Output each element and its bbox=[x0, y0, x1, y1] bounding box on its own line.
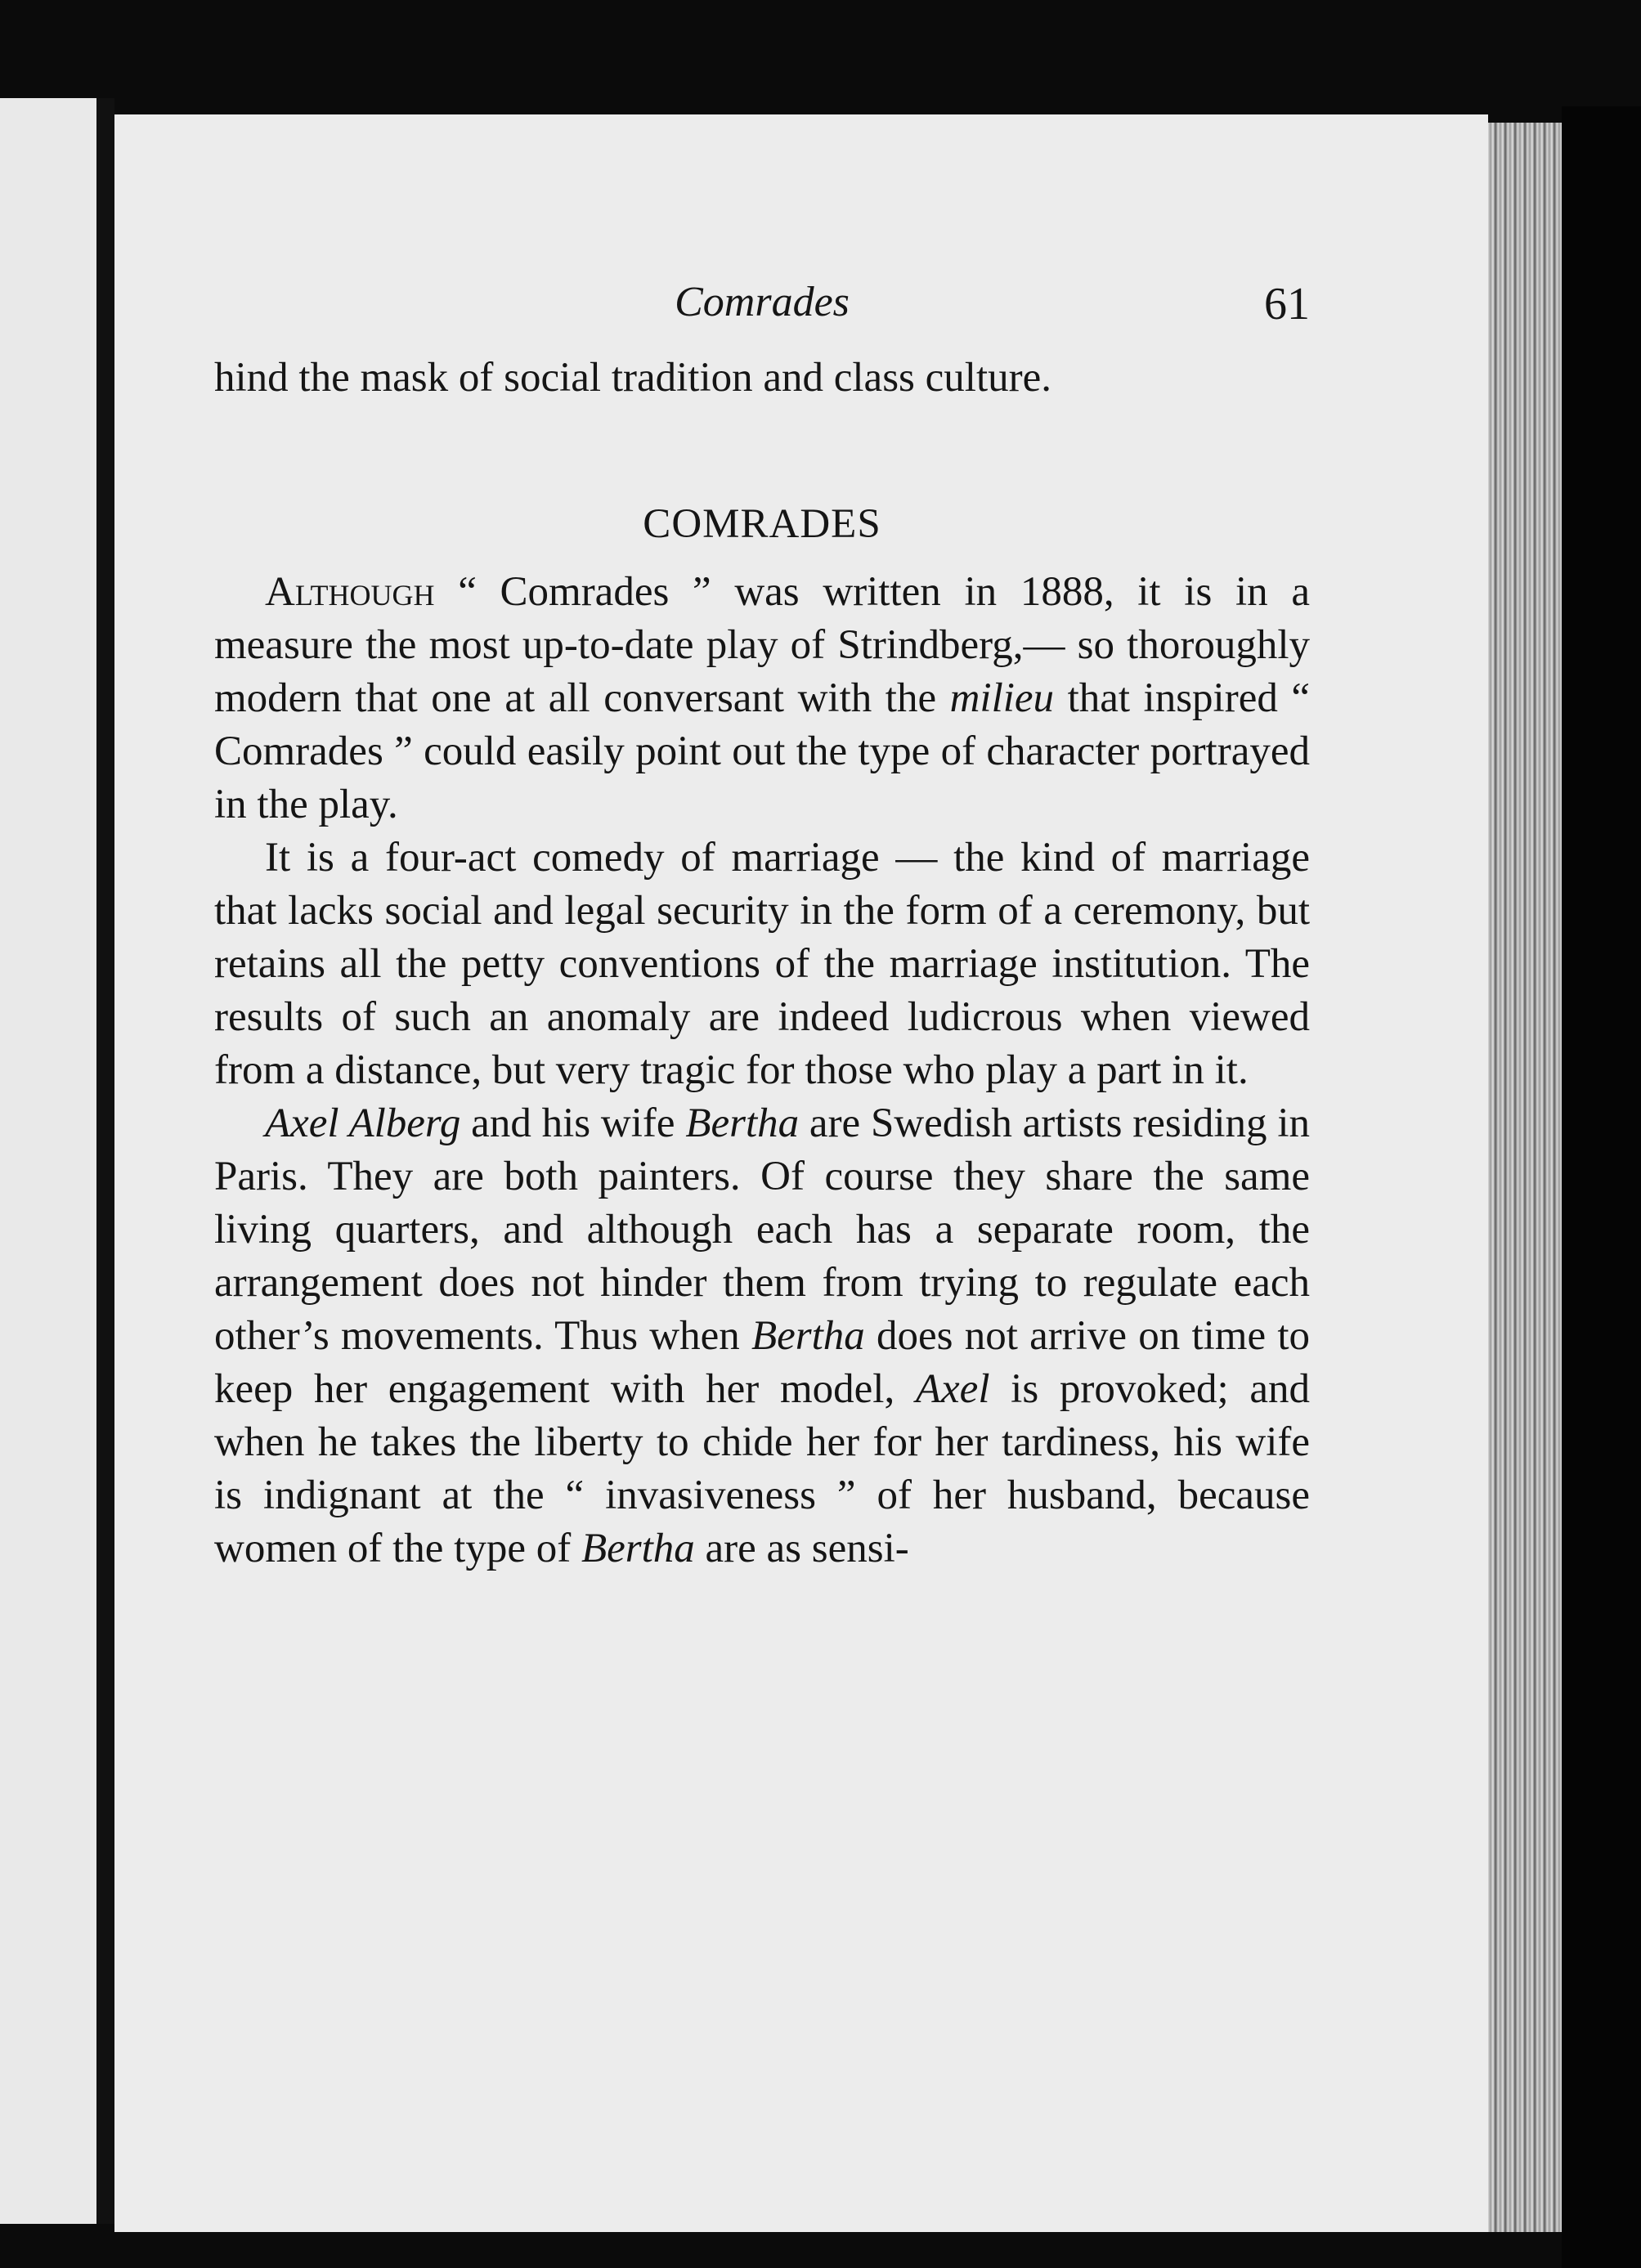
paragraph-3-text: are as sensi- bbox=[694, 1526, 909, 1571]
paragraph-3-name-axel: Axel bbox=[915, 1366, 990, 1412]
paragraph-1-text-a: “ Comrades ” was written in 1888, it is in a measure the most up-to-date play of Strindberg,— so thoroughly modern that one at all conversant with the bbox=[214, 569, 1310, 721]
paragraph-1-text-b: that inspired “ Comrades ” could easily point out the type of character portrayed in the play. bbox=[214, 675, 1310, 827]
facing-page-edge bbox=[0, 98, 96, 2224]
paragraph-3-text: does not arrive on time to keep her engagement with her model, bbox=[214, 1313, 1310, 1412]
paragraph-1-lead: Although bbox=[265, 569, 435, 615]
paragraph-3-name-axel-alberg: Axel Alberg bbox=[265, 1100, 461, 1146]
paragraph-1-italic: milieu bbox=[949, 675, 1055, 721]
scan-background bbox=[1562, 106, 1641, 2268]
running-head bbox=[214, 278, 1310, 352]
paragraph-3-text: is provoked; and when he takes the liberty to chide her for her tardiness, his wife is indignant at the “ invasiveness ” of her husband, because women of the type of bbox=[214, 1366, 1310, 1571]
running-head-title: Comrades bbox=[675, 279, 850, 325]
book-page bbox=[114, 114, 1488, 2232]
body-text bbox=[214, 352, 1310, 1575]
paragraph-3-text: and his wife bbox=[460, 1100, 686, 1146]
paragraph-3-name-bertha: Bertha bbox=[581, 1526, 695, 1571]
paragraph-2: It is a four-act comedy of marriage — the kind of marriage that lacks social and legal security in the form of a ceremony, but retains all the petty conventions of the marriage institution. The results of such an anomaly are indeed ludicrous when viewed from a distance, but very tragic for those who play a part in it. bbox=[214, 835, 1310, 1093]
book-gutter bbox=[96, 98, 114, 2224]
paragraph-3-name-bertha: Bertha bbox=[751, 1313, 865, 1359]
section-heading: COMRADES bbox=[643, 501, 881, 547]
page-number: 61 bbox=[1264, 279, 1310, 329]
paragraph-3-name-bertha: Bertha bbox=[685, 1100, 800, 1146]
continued-paragraph: hind the mask of social tradition and class culture. bbox=[214, 355, 1051, 401]
paragraph-1 bbox=[214, 566, 1310, 831]
paragraph-3-text: are Swedish artists residing in Paris. They are both painters. Of course they share the same living quarters, and although each has a separate room, the arrangement does not hinder them from trying to regulate each other’s movements. Thus when bbox=[214, 1100, 1310, 1359]
text-block bbox=[214, 278, 1310, 1575]
page-stack-edge bbox=[1488, 123, 1562, 2232]
paragraph-3 bbox=[214, 1097, 1310, 1575]
